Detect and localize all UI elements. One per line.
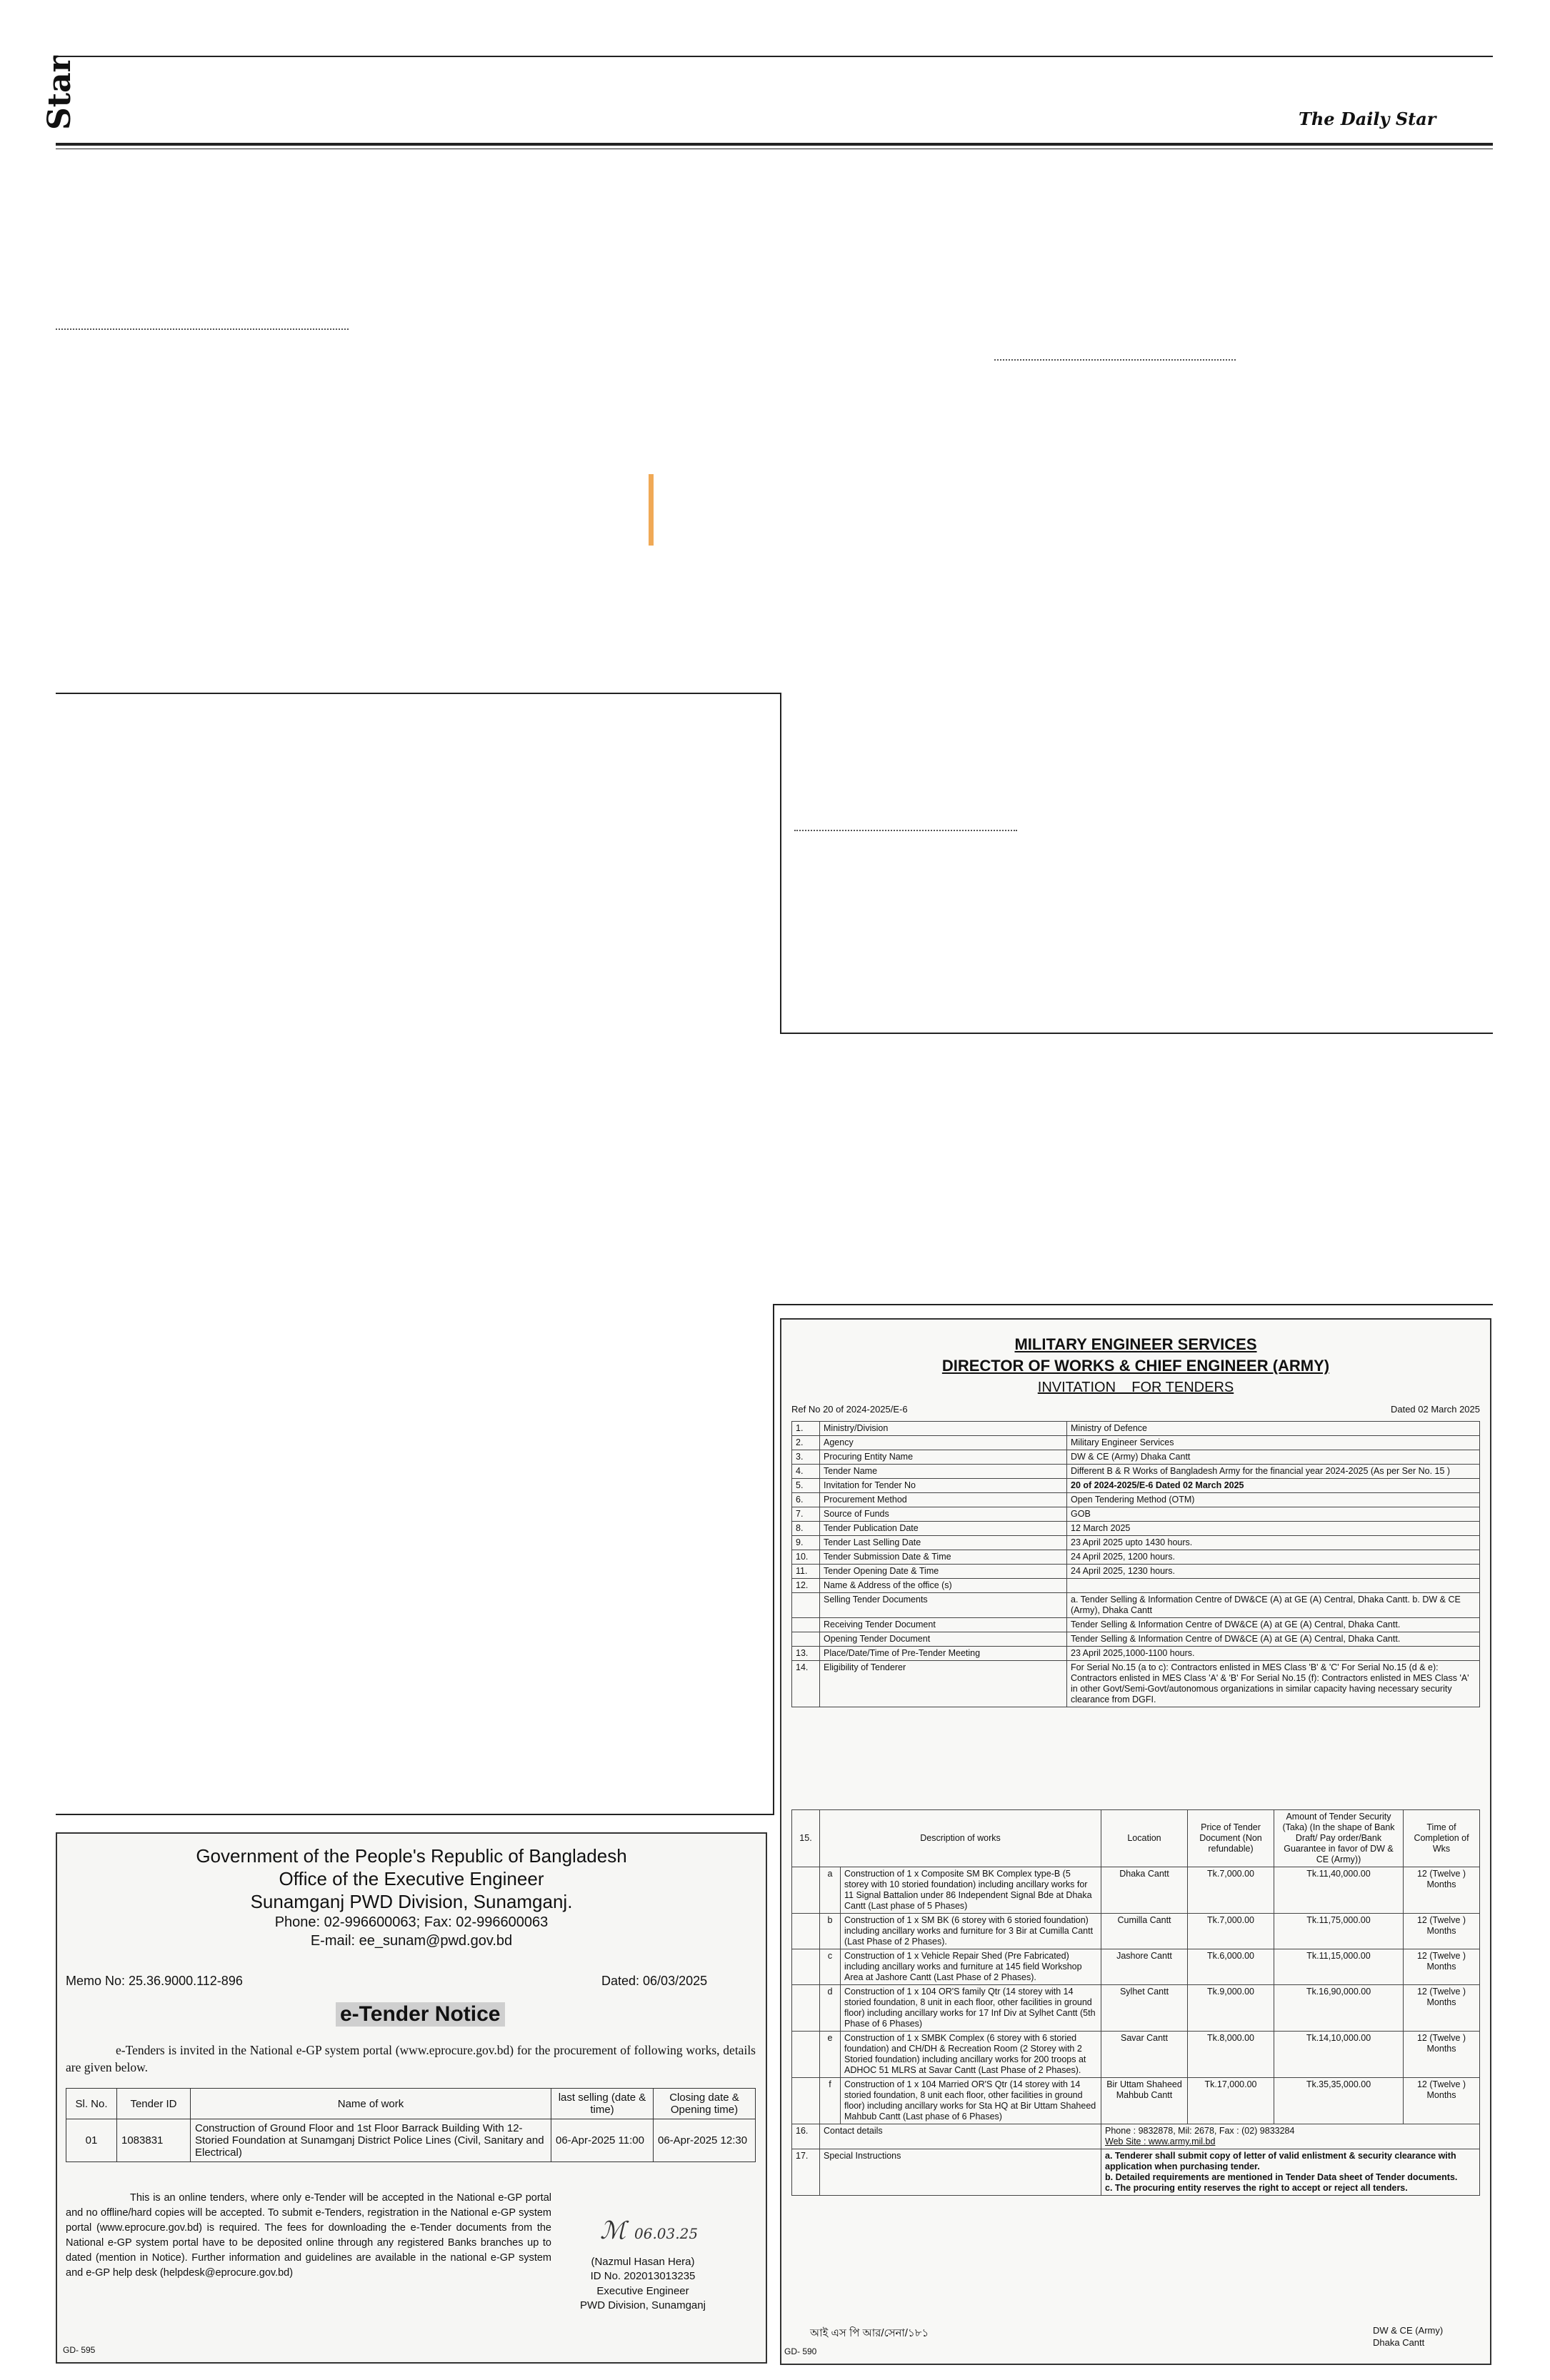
mes-details-table: [791, 1421, 1480, 1707]
table-row: [792, 1422, 1480, 1436]
table-row: [792, 1949, 1480, 1985]
row-key: Source of Funds: [820, 1507, 1067, 1522]
work-price: Tk.7,000.00: [1188, 1914, 1274, 1949]
tender-table: [66, 2088, 756, 2162]
works-col-desc: Description of works: [820, 1810, 1101, 1867]
row-key: Tender Submission Date & Time: [820, 1550, 1067, 1565]
works-col-security: Amount of Tender Security (Taka) (In the shape of Bank Draft/ Pay order/Bank Guarantee in favor of DW & CE (Army)): [1274, 1810, 1404, 1867]
notice-phone: Phone: 02-996600063; Fax: 02-996600063: [274, 1914, 549, 1930]
table-row: [792, 1450, 1480, 1465]
works-col-time: Time of Completion of Wks: [1404, 1810, 1480, 1867]
row-num: [792, 1593, 820, 1618]
work-security: Tk.11,15,000.00: [1274, 1949, 1404, 1985]
works-col-price: Price of Tender Document (Non refundable): [1188, 1810, 1274, 1867]
work-location: Savar Cantt: [1101, 2032, 1188, 2078]
row-key: Tender Last Selling Date: [820, 1536, 1067, 1550]
gd-number: GD- 595: [63, 2345, 96, 2355]
row-num: 14.: [792, 1661, 820, 1707]
row-key: Contact details: [820, 2124, 1101, 2149]
work-location: Sylhet Cantt: [1101, 1985, 1188, 2032]
work-location: Dhaka Cantt: [1101, 1867, 1188, 1914]
notice-heading: e-Tender Notice: [336, 2002, 505, 2027]
notice-govt-line: Government of the People's Republic of Bangladesh: [196, 1845, 627, 1867]
work-time: 12 (Twelve ) Months: [1404, 1914, 1480, 1949]
pwd-tender-notice: [56, 1832, 767, 2364]
row-num: 1.: [792, 1422, 820, 1436]
signer-name: (Nazmul Hasan Hera): [591, 2256, 695, 2268]
memo-date: Dated: 06/03/2025: [601, 1974, 708, 1988]
table-row: [792, 2032, 1480, 2078]
instruction-a: a. Tenderer shall submit copy of letter of valid enlistment & security clearance with application when purchasing tender.: [1105, 2151, 1456, 2171]
work-location: Cumilla Cantt: [1101, 1914, 1188, 1949]
box-rule-top: [56, 693, 780, 694]
mes-subtitle: DIRECTOR OF WORKS & CHIEF ENGINEER (ARMY): [941, 1357, 1330, 1375]
tender-table-header: [66, 2089, 756, 2119]
blank-cell: [792, 1914, 820, 1949]
work-security: Tk.11,75,000.00: [1274, 1914, 1404, 1949]
blank-cell: [792, 1985, 820, 2032]
col-last-selling: last selling (date & time): [551, 2089, 654, 2119]
works-col-num: 15.: [792, 1810, 820, 1867]
mes-signer: [1373, 2325, 1443, 2349]
row-num: 5.: [792, 1479, 820, 1493]
table-row: [792, 1493, 1480, 1507]
table-row: [792, 1985, 1480, 2032]
row-value: 20 of 2024-2025/E-6 Dated 02 March 2025: [1067, 1479, 1480, 1493]
row-key: Place/Date/Time of Pre-Tender Meeting: [820, 1647, 1067, 1661]
row-value: Open Tendering Method (OTM): [1067, 1493, 1480, 1507]
work-price: Tk.6,000.00: [1188, 1949, 1274, 1985]
mes-ref: Ref No 20 of 2024-2025/E-6: [791, 1404, 908, 1415]
blank-cell: [792, 2032, 820, 2078]
instruction-c: c. The procuring entity reserves the right to accept or reject all tenders.: [1105, 2183, 1408, 2193]
row-value: [1067, 1579, 1480, 1593]
table-row: [792, 1618, 1480, 1632]
work-desc: Construction of 1 x 104 Married OR'S Qtr (14 storey with 14 storied foundation, 8 unit each floor, other facilities in ground floor) including ancillary works for Sta HQ at Bir Uttam Shaheed Mahbub Cantt (Last phase of 6 Phases): [841, 2078, 1101, 2124]
signer-office: PWD Division, Sunamganj: [580, 2299, 706, 2311]
row-num: 10.: [792, 1550, 820, 1565]
row-key: Agency: [820, 1436, 1067, 1450]
table-row: [792, 2124, 1480, 2149]
table-row: [792, 2149, 1480, 2196]
row-num: 7.: [792, 1507, 820, 1522]
blank-cell: [792, 1949, 820, 1985]
row-num: 16.: [792, 2124, 820, 2149]
memo-no: Memo No: 25.36.9000.112-896: [66, 1974, 243, 1988]
contact-phone: Phone : 9832878, Mil: 2678, Fax : (02) 9833284: [1105, 2126, 1295, 2136]
notice-division-line: Sunamganj PWD Division, Sunamganj.: [250, 1891, 573, 1912]
works-header: [792, 1810, 1480, 1867]
table-row: [792, 1647, 1480, 1661]
row-key: Special Instructions: [820, 2149, 1101, 2196]
col-work: Name of work: [191, 2089, 551, 2119]
box-rule-bottom: [780, 1033, 1493, 1034]
work-time: 12 (Twelve ) Months: [1404, 2032, 1480, 2078]
table-row: [792, 1550, 1480, 1565]
mes-dated: Dated 02 March 2025: [1390, 1404, 1480, 1415]
row-value: 24 April 2025, 1230 hours.: [1067, 1565, 1480, 1579]
mes-title: MILITARY ENGINEER SERVICES: [1014, 1335, 1257, 1353]
table-row: [792, 2078, 1480, 2124]
work-price: Tk.7,000.00: [1188, 1867, 1274, 1914]
work-security: Tk.11,40,000.00: [1274, 1867, 1404, 1914]
gd-number: GD- 590: [784, 2346, 817, 2356]
table-row: [792, 1914, 1480, 1949]
row-work: Construction of Ground Floor and 1st Floor Barrack Building With 12-Storied Foundation at Sunamganj District Police Lines (Civil, Sanitary and Electrical): [191, 2119, 551, 2162]
row-num: 12.: [792, 1579, 820, 1593]
row-value: Tender Selling & Information Centre of DW&CE (A) at GE (A) Central, Dhaka Cantt.: [1067, 1618, 1480, 1632]
table-row: [792, 1661, 1480, 1707]
work-time: 12 (Twelve ) Months: [1404, 1867, 1480, 1914]
work-serial: a: [820, 1867, 841, 1914]
table-row: [792, 1465, 1480, 1479]
signature: ℳ: [600, 2216, 626, 2245]
row-num: 2.: [792, 1436, 820, 1450]
table-row: [66, 2119, 756, 2162]
work-time: 12 (Twelve ) Months: [1404, 1985, 1480, 2032]
row-num: 6.: [792, 1493, 820, 1507]
table-row: [792, 1436, 1480, 1450]
row-last-selling: 06-Apr-2025 11:00: [551, 2119, 654, 2162]
work-desc: Construction of 1 x SM BK (6 storey with 6 storied foundation) including ancillary works and furniture for 3 Bir at Cumilla Cantt (Last Phase of 2 Phases).: [841, 1914, 1101, 1949]
row-sl: 01: [66, 2119, 117, 2162]
table-row: [792, 1867, 1480, 1914]
work-serial: e: [820, 2032, 841, 2078]
table-row: [792, 1507, 1480, 1522]
row-closing: 06-Apr-2025 12:30: [654, 2119, 756, 2162]
work-desc: Construction of 1 x 104 OR'S family Qtr (14 storey with 14 storied foundation, 8 unit in each floor, other facilities in ground floor) including ancillary works for 17 Inf Div at Sylhet Cantt (5th Phase of 6 Phases): [841, 1985, 1101, 2032]
row-value: Tender Selling & Information Centre of DW&CE (A) at GE (A) Central, Dhaka Cantt.: [1067, 1632, 1480, 1647]
row-key: Selling Tender Documents: [820, 1593, 1067, 1618]
row-key: Ministry/Division: [820, 1422, 1067, 1436]
notice-intro: e-Tenders is invited in the National e-GP system portal (www.eprocure.gov.bd) for the procurement of following works, details are given below.: [66, 2043, 756, 2074]
work-time: 12 (Twelve ) Months: [1404, 2078, 1480, 2124]
work-price: Tk.9,000.00: [1188, 1985, 1274, 2032]
blank-cell: [792, 1867, 820, 1914]
col-closing: Closing date & Opening time): [654, 2089, 756, 2119]
row-num: 17.: [792, 2149, 820, 2196]
work-price: Tk.17,000.00: [1188, 2078, 1274, 2124]
divider: [994, 359, 1236, 361]
table-row: [792, 1565, 1480, 1579]
row-key: Eligibility of Tenderer: [820, 1661, 1067, 1707]
row-value: 23 April 2025,1000-1100 hours.: [1067, 1647, 1480, 1661]
work-serial: b: [820, 1914, 841, 1949]
row-num: 13.: [792, 1647, 820, 1661]
masthead-rule: [56, 143, 1493, 146]
instructions-cell: [1101, 2149, 1480, 2196]
work-time: 12 (Twelve ) Months: [1404, 1949, 1480, 1985]
divider: [794, 830, 1017, 831]
table-row: [792, 1479, 1480, 1493]
row-num: 3.: [792, 1450, 820, 1465]
row-value: 12 March 2025: [1067, 1522, 1480, 1536]
signer-title: Executive Engineer: [596, 2284, 689, 2297]
table-row: [792, 1593, 1480, 1618]
row-key: Receiving Tender Document: [820, 1618, 1067, 1632]
col-sl: Sl. No.: [66, 2089, 117, 2119]
work-location: Jashore Cantt: [1101, 1949, 1188, 1985]
row-value: GOB: [1067, 1507, 1480, 1522]
instruction-b: b. Detailed requirements are mentioned in Tender Data sheet of Tender documents.: [1105, 2172, 1458, 2182]
row-key: Opening Tender Document: [820, 1632, 1067, 1647]
row-key: Name & Address of the office (s): [820, 1579, 1067, 1593]
mes-signer-place: Dhaka Cantt: [1373, 2336, 1425, 2348]
ad-frame-mid: [56, 1814, 774, 1815]
top-rule: [56, 56, 1493, 57]
isp-reference: আই এস পি আর/সেনা/১৮১: [810, 2327, 929, 2339]
row-num: 4.: [792, 1465, 820, 1479]
row-key: Tender Publication Date: [820, 1522, 1067, 1536]
ad-frame-top: [773, 1304, 1493, 1305]
work-serial: f: [820, 2078, 841, 2124]
works-col-location: Location: [1101, 1810, 1188, 1867]
row-key: Procuring Entity Name: [820, 1450, 1067, 1465]
row-value: a. Tender Selling & Information Centre of DW&CE (A) at GE (A) Central, Dhaka Cantt. b. DW & CE (Army), Dhaka Cantt: [1067, 1593, 1480, 1618]
mes-works-table: [791, 1809, 1480, 2196]
work-desc: Construction of 1 x SMBK Complex (6 storey with 6 storied foundation) and CH/DH & Recreation Room (2 Storey with 2 Storied foundation) including ancillary works for 200 troops at ADHOC 51 MLRS at Savar Cantt (Last Phase of 2 Phases).: [841, 2032, 1101, 2078]
row-value: Military Engineer Services: [1067, 1436, 1480, 1450]
masthead-brand: The Daily Star: [1299, 109, 1436, 129]
mes-invitation: INVITATION FOR TENDERS: [1037, 1380, 1234, 1395]
row-key: Invitation for Tender No: [820, 1479, 1067, 1493]
mes-signer-title: DW & CE (Army): [1373, 2325, 1444, 2336]
notice-email: E-mail: ee_sunam@pwd.gov.bd: [310, 1933, 513, 1949]
row-num: [792, 1632, 820, 1647]
row-value: 23 April 2025 upto 1430 hours.: [1067, 1536, 1480, 1550]
row-value: DW & CE (Army) Dhaka Cantt: [1067, 1450, 1480, 1465]
row-key: Tender Opening Date & Time: [820, 1565, 1067, 1579]
work-desc: Construction of 1 x Vehicle Repair Shed (Pre Fabricated) including ancillary works and furniture at 145 field Workshop Area at Jashore Cantt (Last Phase of 2 Phases).: [841, 1949, 1101, 1985]
mes-tender-notice: [780, 1318, 1491, 2365]
blank-cell: [792, 2078, 820, 2124]
work-price: Tk.8,000.00: [1188, 2032, 1274, 2078]
work-desc: Construction of 1 x Composite SM BK Complex type-B (5 storey with 10 storied foundation) including ancillary works for 11 Signal Battalion under 86 Independent Signal Bde at Dhaka Cantt (Last phase of 5 Phases): [841, 1867, 1101, 1914]
table-row: [792, 1632, 1480, 1647]
box-rule-left: [780, 693, 781, 1034]
row-tender-id: 1083831: [117, 2119, 191, 2162]
work-security: Tk.35,35,000.00: [1274, 2078, 1404, 2124]
work-security: Tk.14,10,000.00: [1274, 2032, 1404, 2078]
row-value: Different B & R Works of Bangladesh Army for the financial year 2024-2025 (As per Ser No. 15 ): [1067, 1465, 1480, 1479]
work-security: Tk.16,90,000.00: [1274, 1985, 1404, 2032]
row-value: For Serial No.15 (a to c): Contractors enlisted in MES Class 'B' & 'C' For Serial No.15 (d & e): Contractors enlisted in MES Class 'A' & 'B' For Serial No.15 (f): Contractors enlisted in MES Class 'A' in other Govt/Semi-Govt/autonomous organizations in similar capacity having necessary security clearance from DGFI.: [1067, 1661, 1480, 1707]
masthead-logo: Star: [41, 56, 78, 130]
work-location: Bir Uttam Shaheed Mahbub Cantt: [1101, 2078, 1188, 2124]
notice-office-line: Office of the Executive Engineer: [279, 1868, 544, 1889]
signature-date: 06.03.25: [634, 2225, 699, 2242]
ad-frame-left: [773, 1304, 774, 1815]
table-row: [792, 1536, 1480, 1550]
row-key: Procurement Method: [820, 1493, 1067, 1507]
table-row: [792, 1522, 1480, 1536]
contact-website: Web Site : www.army.mil.bd: [1105, 2137, 1216, 2146]
table-row: [792, 1579, 1480, 1593]
col-tender-id: Tender ID: [117, 2089, 191, 2119]
row-num: 11.: [792, 1565, 820, 1579]
row-num: 9.: [792, 1536, 820, 1550]
row-value: Ministry of Defence: [1067, 1422, 1480, 1436]
work-serial: d: [820, 1985, 841, 2032]
work-serial: c: [820, 1949, 841, 1985]
row-key: Tender Name: [820, 1465, 1067, 1479]
signer-id: ID No. 202013013235: [590, 2270, 696, 2283]
accent-bar: [649, 474, 654, 546]
signer-block: [557, 2255, 729, 2313]
contact-cell: [1101, 2124, 1480, 2149]
divider: [56, 328, 349, 330]
row-num: [792, 1618, 820, 1632]
row-num: 8.: [792, 1522, 820, 1536]
notice-footer-text: This is an online tenders, where only e-Tender will be accepted in the National e-GP portal and no offline/hard copies will be accepted. To submit e-Tenders, registration in the National e-GP system portal (www.eprocure.gov.bd) is required. The fees for downloading the e-Tender documents from the National e-GP system portal have to be deposited online through any registered Banks branches up to dated (mention in Notice). Further information and guidelines are available in the national e-GP system and e-GP help desk (helpdesk@eprocure.gov.bd): [66, 2192, 551, 2279]
row-value: 24 April 2025, 1200 hours.: [1067, 1550, 1480, 1565]
